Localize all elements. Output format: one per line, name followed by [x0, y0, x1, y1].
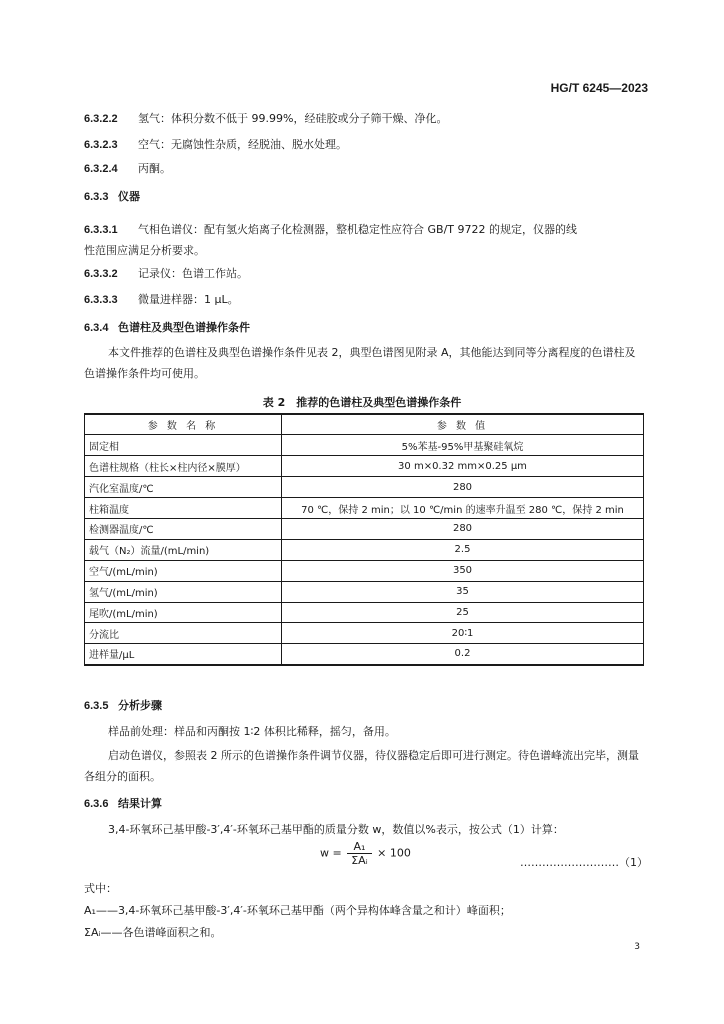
table-row	[85, 518, 644, 539]
clause-number: 6.3.3.3	[84, 294, 118, 306]
section-number: 6.3.4	[84, 322, 109, 334]
table-caption: 表 2 推荐的色谱柱及典型色谱操作条件	[262, 396, 462, 409]
section-title: 分析步骤	[118, 699, 162, 712]
formula-lhs: w =	[320, 846, 342, 860]
clause-number: 6.3.2.2	[84, 113, 118, 125]
definition-symbol: ΣAᵢ	[84, 926, 101, 939]
clause-text: 气相色谱仪：配有氢火焰离子化检测器，整机稳定性应符合 GB/T 9722 的规定，仪器的线	[138, 223, 577, 236]
clause-number: 6.3.3.2	[84, 268, 118, 280]
clause-6-3-3-1	[84, 221, 577, 237]
table-row	[85, 623, 644, 644]
definition-sum-ai	[84, 924, 221, 940]
clause-number: 6.3.2.4	[84, 163, 118, 175]
formula-denominator: ΣAᵢ	[351, 854, 368, 867]
value-cell: 25	[282, 602, 644, 623]
section-6-3-6-heading	[84, 795, 162, 811]
value-cell: 70 ℃，保持 2 min；以 10 ℃/min 的速率升温至 280 ℃，保持 2 min	[282, 498, 644, 519]
param-cell: 尾吹/(mL/min)	[85, 602, 282, 623]
paragraph-column-conditions: 本文件推荐的色谱柱及典型色谱操作条件见表 2，典型色谱图见附录 A，其他能达到同等分离程度的色谱柱及色谱操作条件均可使用。	[84, 346, 636, 380]
table-row	[85, 456, 644, 477]
value-cell: 280	[282, 477, 644, 498]
clause-text: 微量进样器：1 μL。	[138, 293, 239, 306]
table-row	[85, 602, 644, 623]
param-cell: 氢气/(mL/min)	[85, 581, 282, 602]
value-cell: 5%苯基-95%甲基聚硅氧烷	[282, 435, 644, 456]
standard-number: HG/T 6245—2023	[550, 81, 648, 95]
formula-tail: × 100	[377, 846, 411, 860]
definition-text: ——3,4-环氧环己基甲酸-3′,4′-环氧环己基甲酯（两个异构体峰含量之和计）峰面积；	[95, 904, 511, 917]
value-cell: 2.5	[282, 539, 644, 560]
value-cell: 30 m×0.32 mm×0.25 μm	[282, 456, 644, 477]
section-6-3-3-heading	[84, 188, 140, 204]
clause-6-3-2-2	[84, 110, 447, 126]
value-cell: 35	[282, 581, 644, 602]
where-label: 式中：	[84, 882, 117, 895]
table-row	[85, 581, 644, 602]
clause-number: 6.3.3.1	[84, 224, 118, 236]
param-cell: 分流比	[85, 623, 282, 644]
section-6-3-4-heading	[84, 319, 250, 335]
clause-6-3-2-4	[84, 160, 171, 176]
table-row	[85, 498, 644, 519]
section-title: 色谱柱及典型色谱操作条件	[118, 321, 250, 334]
page-number: 3	[634, 942, 640, 952]
param-cell: 载气（N₂）流量/(mL/min)	[85, 539, 282, 560]
paragraph-sample-prep: 样品前处理：样品和丙酮按 1∶2 体积比稀释，摇匀，备用。	[108, 725, 396, 738]
table-row	[85, 477, 644, 498]
definition-a1	[84, 902, 511, 918]
value-cell: 20∶1	[282, 623, 644, 644]
formula-number: ………………………（1）	[520, 856, 648, 869]
section-title: 结果计算	[118, 797, 162, 810]
clause-text: 记录仪：色谱工作站。	[138, 267, 248, 280]
param-cell: 空气/(mL/min)	[85, 560, 282, 581]
section-number: 6.3.6	[84, 798, 109, 810]
param-cell: 固定相	[85, 435, 282, 456]
clause-6-3-3-1-continued: 性范围应满足分析要求。	[84, 244, 205, 257]
table-row	[85, 435, 644, 456]
table-row	[85, 560, 644, 581]
clause-6-3-3-2	[84, 265, 248, 281]
clause-6-3-3-3	[84, 291, 239, 307]
param-cell: 检测器温度/℃	[85, 518, 282, 539]
clause-text: 丙酮。	[138, 162, 171, 175]
formula-fraction	[347, 840, 371, 867]
column-header-value: 参 数 值	[282, 414, 644, 435]
section-title: 仪器	[118, 190, 140, 203]
formula-1	[320, 840, 411, 867]
section-number: 6.3.5	[84, 700, 109, 712]
value-cell: 350	[282, 560, 644, 581]
clause-text: 氢气：体积分数不低于 99.99%，经硅胶或分子筛干燥、净化。	[138, 112, 448, 125]
definition-text: ——各色谱峰面积之和。	[100, 926, 222, 939]
operating-conditions-table	[84, 413, 644, 666]
param-cell: 色谱柱规格（柱长×柱内径×膜厚）	[85, 456, 282, 477]
paragraph-calculation: 3,4-环氧环己基甲酸-3′,4′-环氧环己基甲酯的质量分数 w，数值以%表示，按公式（1）计算：	[108, 823, 564, 836]
table-header-row	[85, 414, 644, 435]
value-cell: 0.2	[282, 644, 644, 665]
param-cell: 汽化室温度/℃	[85, 477, 282, 498]
column-header-parameter: 参 数 名 称	[85, 414, 282, 435]
definition-symbol: A₁	[84, 904, 96, 917]
param-cell: 进样量/μL	[85, 644, 282, 665]
table-row	[85, 539, 644, 560]
clause-number: 6.3.2.3	[84, 139, 118, 151]
clause-text: 空气：无腐蚀性杂质，经脱油、脱水处理。	[138, 138, 347, 151]
paragraph-procedure: 启动色谱仪，参照表 2 所示的色谱操作条件调节仪器，待仪器稳定后即可进行测定。待色谱峰流出完毕，测量各组分的面积。	[84, 749, 639, 783]
formula-numerator: A₁	[347, 840, 371, 854]
value-cell: 280	[282, 518, 644, 539]
section-number: 6.3.3	[84, 191, 109, 203]
section-6-3-5-heading	[84, 697, 162, 713]
param-cell: 柱箱温度	[85, 498, 282, 519]
table-row	[85, 644, 644, 665]
clause-6-3-2-3	[84, 136, 347, 152]
